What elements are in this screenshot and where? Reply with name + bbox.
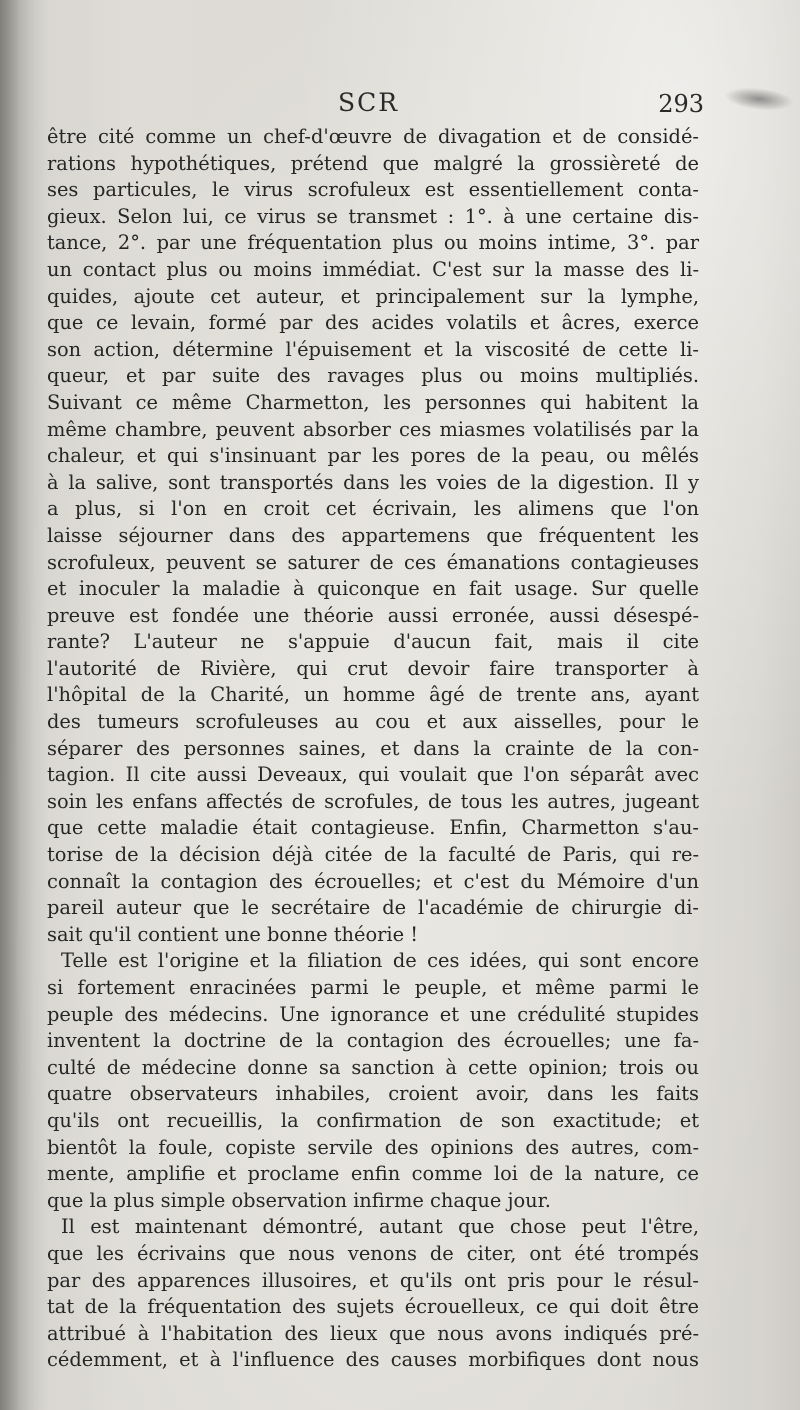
text-line: rations hypothétiques, prétend que malgré la grossièreté de [47, 151, 699, 175]
text-line: que ce levain, formé par des acides volatils et âcres, exerce [47, 311, 699, 335]
text-line: attribué à l'habitation des lieux que nous avons indiqués pré- [47, 1321, 699, 1345]
text-line: cédemment, et à l'influence des causes morbifiques dont nous [47, 1348, 699, 1372]
text-line: à la salive, sont transportés dans les voies de la digestion. Il y [47, 470, 699, 494]
text-line: Telle est l'origine et la filiation de ces idées, qui sont encore [61, 949, 699, 973]
text-line: gieux. Selon lui, ce virus se transmet : 1°. à une certaine dis- [47, 204, 699, 228]
text-line: inventent la doctrine de la contagion des écrouelles; une fa- [47, 1029, 699, 1053]
text-line: chaleur, et qui s'insinuant par les pores de la peau, ou mêlés [47, 444, 699, 468]
text-line: soin les enfans affectés de scrofules, de tous les autres, jugeant [47, 789, 699, 813]
text-line: que la plus simple observation infirme chaque jour. [47, 1188, 551, 1212]
text-line: tat de la fréquentation des sujets écrouelleux, ce qui doit être [47, 1295, 699, 1319]
text-line: un contact plus ou moins immédiat. C'est sur la masse des li- [47, 257, 699, 281]
text-line: preuve est fondée une théorie aussi erronée, aussi désespé- [47, 603, 699, 627]
text-line: tance, 2°. par une fréquentation plus ou moins intime, 3°. par [47, 231, 699, 255]
text-line: par des apparences illusoires, et qu'ils ont pris pour le résul- [47, 1268, 699, 1292]
text-line: rante? L'auteur ne s'appuie d'aucun fait, mais il cite [47, 630, 699, 654]
text-line: même chambre, peuvent absorber ces miasmes volatilisés par la [47, 417, 699, 441]
text-line: séparer des personnes saines, et dans la crainte de la con- [47, 736, 699, 760]
text-line: et inoculer la maladie à quiconque en fait usage. Sur quelle [47, 577, 699, 601]
text-line: peuple des médecins. Une ignorance et une crédulité stupides [47, 1002, 699, 1026]
body-text [47, 124, 699, 1374]
text-line: être cité comme un chef-d'œuvre de divagation et de considé- [47, 125, 699, 148]
text-line: si fortement enracinées parmi le peuple, et même parmi le [47, 976, 699, 999]
text-line: sait qu'il contient une bonne théorie ! [47, 922, 419, 946]
text-line: culté de médecine donne sa sanction à cette opinion; trois ou [47, 1055, 699, 1079]
text-line: scrofuleux, peuvent se saturer de ces émanations contagieuses [47, 550, 699, 574]
text-line: connaît la contagion des écrouelles; et c'est du Mémoire d'un [47, 869, 699, 893]
text-line: mente, amplifie et proclame enfin comme loi de la nature, ce [47, 1162, 699, 1186]
text-line: l'hôpital de la Charité, un homme âgé de trente ans, ayant [47, 683, 699, 707]
page-number: 293 [658, 90, 704, 118]
text-line: qu'ils ont recueillis, la confirmation de son exactitude; et [47, 1108, 699, 1132]
text-line: queur, et par suite des ravages plus ou moins multipliés. [47, 364, 699, 388]
text-line: laisse séjourner dans des appartemens que fréquentent les [47, 523, 699, 547]
text-line: son action, détermine l'épuisement et la viscosité de cette li- [47, 337, 699, 361]
text-line: pareil auteur que le secrétaire de l'académie de chirurgie di- [47, 896, 699, 920]
text-line: ses particules, le virus scrofuleux est essentiellement conta- [47, 178, 699, 202]
text-line: torise de la décision déjà citée de la faculté de Paris, qui re- [47, 843, 699, 867]
text-line: que cette maladie était contagieuse. Enfin, Charmetton s'au- [47, 816, 699, 840]
text-line: a plus, si l'on en croit cet écrivain, les alimens que l'on [47, 497, 699, 521]
text-line: bientôt la foule, copiste servile des opinions des autres, com- [47, 1135, 699, 1159]
text-line: des tumeurs scrofuleuses au cou et aux aisselles, pour le [47, 710, 699, 734]
text-line: l'autorité de Rivière, qui crut devoir faire transporter à [47, 656, 699, 680]
running-head: SCR [338, 88, 400, 117]
text-line: que les écrivains que nous venons de citer, ont été trompés [47, 1241, 699, 1265]
page-header [48, 88, 704, 124]
text-line: Il est maintenant démontré, autant que chose peut l'être, [61, 1215, 699, 1239]
text-line: quatre observateurs inhabiles, croient avoir, dans les faits [47, 1082, 699, 1106]
text-line: tagion. Il cite aussi Deveaux, qui voulait que l'on séparât avec [47, 763, 699, 787]
text-line: Suivant ce même Charmetton, les personnes qui habitent la [47, 390, 699, 414]
ink-smudge [723, 84, 795, 113]
text-line: quides, ajoute cet auteur, et principalement sur la lymphe, [47, 284, 699, 308]
